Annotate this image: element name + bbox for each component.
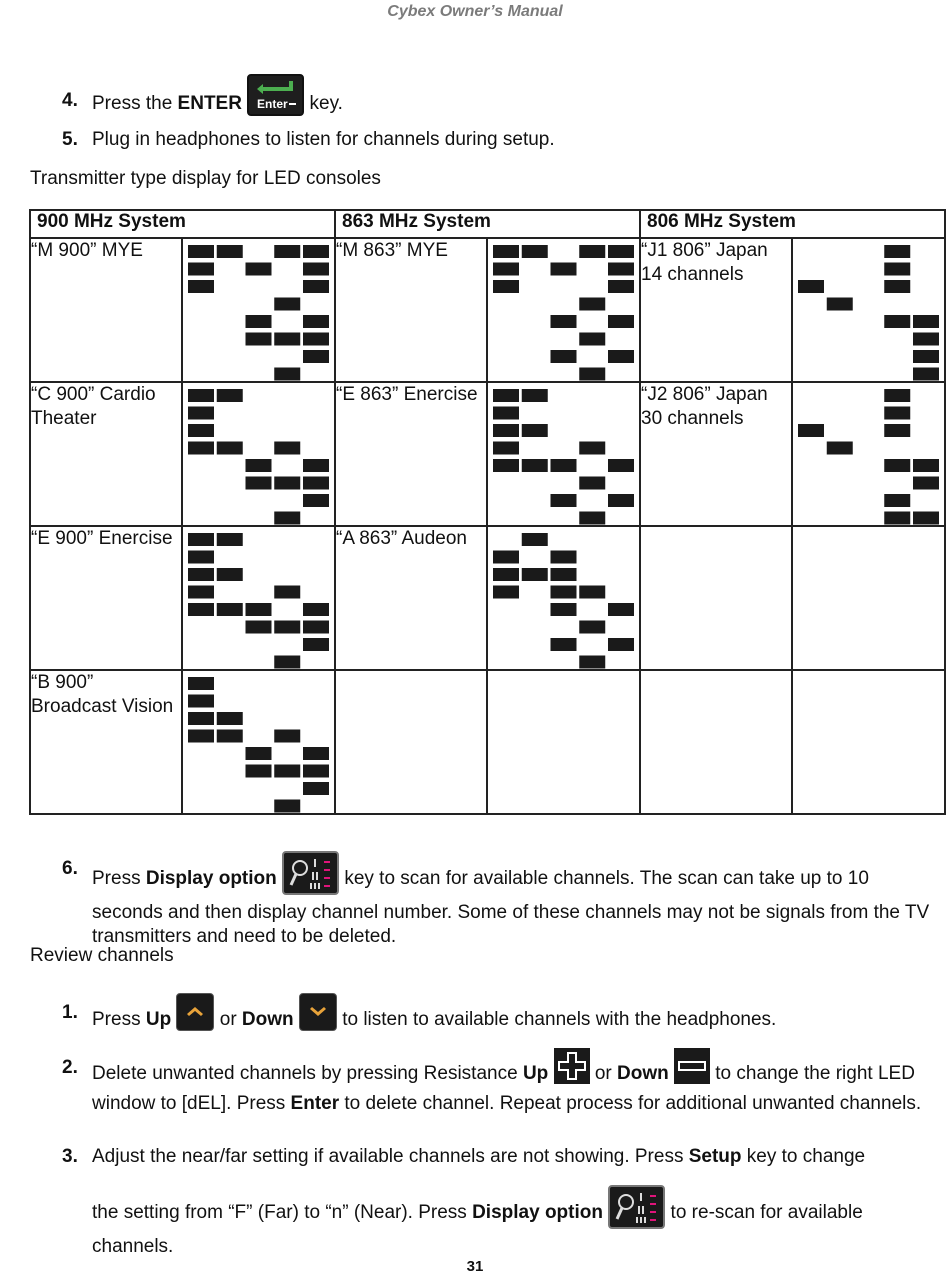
led-segment <box>522 568 548 581</box>
header-900: 900 MHz System <box>30 210 335 238</box>
led-segment <box>551 263 577 276</box>
led-segment <box>274 765 300 778</box>
plus-key-icon <box>554 1048 590 1084</box>
led-segment <box>884 424 910 437</box>
led-segment <box>827 298 853 311</box>
led-segment <box>188 407 214 420</box>
led-segment <box>884 494 910 507</box>
led-pattern-graphic <box>488 383 639 525</box>
led-segment <box>274 245 300 258</box>
led-segment <box>188 730 214 743</box>
transmitter-code: “J2 806” Japan 30 channels <box>640 382 792 526</box>
led-pattern-graphic <box>183 527 334 669</box>
led-segment <box>274 477 300 490</box>
led-segment <box>884 512 910 525</box>
led-segment <box>246 333 272 346</box>
led-section-title: Transmitter type display for LED consoles <box>30 168 381 189</box>
display-option-key-icon <box>282 851 339 895</box>
led-segment <box>522 424 548 437</box>
led-segment <box>246 621 272 634</box>
led-segment <box>493 568 519 581</box>
led-segment <box>274 512 300 525</box>
led-segment <box>246 477 272 490</box>
led-segment <box>608 315 634 328</box>
led-segment <box>303 747 329 760</box>
led-segment <box>884 280 910 293</box>
led-segment <box>493 459 519 472</box>
led-segment <box>551 551 577 564</box>
led-segment <box>551 350 577 363</box>
led-display-pattern <box>792 670 945 814</box>
led-segment <box>522 245 548 258</box>
led-segment <box>188 712 214 725</box>
step-number: 6. <box>62 858 78 879</box>
led-segment <box>579 512 605 525</box>
led-pattern-graphic <box>183 383 334 525</box>
enter-key-icon <box>247 74 304 116</box>
led-segment <box>551 638 577 651</box>
led-segment <box>913 512 939 525</box>
table-row <box>30 382 945 526</box>
led-display-pattern <box>182 238 335 382</box>
led-pattern-graphic <box>793 383 944 525</box>
led-segment <box>579 333 605 346</box>
led-segment <box>608 603 634 616</box>
up-key-icon <box>176 993 214 1031</box>
led-segment <box>608 459 634 472</box>
led-segment <box>493 245 519 258</box>
led-segment <box>608 245 634 258</box>
display-option-key-icon <box>608 1185 665 1229</box>
led-segment <box>188 245 214 258</box>
table-row <box>30 670 945 814</box>
led-segment <box>303 315 329 328</box>
led-segment <box>884 263 910 276</box>
led-segment <box>188 677 214 690</box>
led-segment <box>551 315 577 328</box>
led-segment <box>493 280 519 293</box>
led-segment <box>551 586 577 599</box>
led-segment <box>579 368 605 381</box>
led-segment <box>913 477 939 490</box>
down-key-icon <box>299 993 337 1031</box>
transmitter-code <box>640 526 792 670</box>
led-pattern-graphic <box>793 239 944 381</box>
led-segment <box>188 586 214 599</box>
led-segment <box>884 459 910 472</box>
header-806: 806 MHz System <box>640 210 945 238</box>
transmitter-code <box>640 670 792 814</box>
led-segment <box>579 477 605 490</box>
led-segment <box>551 494 577 507</box>
led-segment <box>579 245 605 258</box>
led-segment <box>303 765 329 778</box>
transmitter-code <box>335 670 487 814</box>
led-segment <box>551 603 577 616</box>
led-segment <box>217 730 243 743</box>
led-segment <box>913 459 939 472</box>
led-segment <box>246 263 272 276</box>
led-segment <box>303 477 329 490</box>
table-row <box>30 526 945 670</box>
led-pattern-graphic <box>183 239 334 381</box>
led-display-pattern <box>182 670 335 814</box>
led-segment <box>246 459 272 472</box>
led-display-pattern <box>487 670 640 814</box>
led-segment <box>493 389 519 402</box>
transmitter-code: “M 863” MYE <box>335 238 487 382</box>
led-display-pattern <box>487 526 640 670</box>
led-segment <box>246 603 272 616</box>
enter-key-label: Enter <box>257 97 288 111</box>
step-text: Plug in headphones to listen for channels during setup. <box>92 129 555 150</box>
led-segment <box>579 442 605 455</box>
led-segment <box>913 368 939 381</box>
led-segment <box>913 333 939 346</box>
led-segment <box>608 350 634 363</box>
led-segment <box>217 603 243 616</box>
header-863: 863 MHz System <box>335 210 640 238</box>
led-display-pattern <box>487 382 640 526</box>
led-segment <box>884 315 910 328</box>
led-segment <box>522 533 548 546</box>
enter-label: ENTER <box>177 93 242 115</box>
led-segment <box>274 586 300 599</box>
transmitter-code: “B 900” Broadcast Vision <box>30 670 182 814</box>
led-segment <box>274 333 300 346</box>
led-segment <box>188 603 214 616</box>
led-segment <box>274 442 300 455</box>
led-segment <box>608 280 634 293</box>
led-segment <box>303 621 329 634</box>
transmitter-code: “C 900” Cardio Theater <box>30 382 182 526</box>
led-segment <box>608 494 634 507</box>
led-segment <box>303 459 329 472</box>
led-segment <box>217 442 243 455</box>
step-number: 5. <box>62 129 78 150</box>
led-segment <box>579 656 605 669</box>
led-segment <box>303 638 329 651</box>
led-display-pattern <box>487 238 640 382</box>
led-segment <box>884 389 910 402</box>
led-segment <box>303 333 329 346</box>
led-segment <box>798 424 824 437</box>
led-segment <box>303 603 329 616</box>
led-segment <box>274 298 300 311</box>
led-segment <box>303 263 329 276</box>
led-segment <box>493 424 519 437</box>
led-segment <box>608 638 634 651</box>
led-segment <box>303 494 329 507</box>
led-segment <box>217 389 243 402</box>
transmitter-code: “M 900” MYE <box>30 238 182 382</box>
led-segment <box>188 389 214 402</box>
led-segment <box>246 315 272 328</box>
transmitter-code: “E 863” Enercise <box>335 382 487 526</box>
led-segment <box>188 695 214 708</box>
led-segment <box>217 245 243 258</box>
led-segment <box>246 765 272 778</box>
page-number: 31 <box>466 1258 484 1275</box>
step-number: 3. <box>62 1146 78 1167</box>
step-number: 1. <box>62 1002 78 1023</box>
led-segment <box>913 350 939 363</box>
review-section-title: Review channels <box>30 945 174 966</box>
transmitter-table <box>29 209 946 815</box>
led-segment <box>274 800 300 813</box>
led-segment <box>303 280 329 293</box>
step-number: 4. <box>62 90 78 111</box>
led-segment <box>551 568 577 581</box>
led-segment <box>188 533 214 546</box>
table-header-row <box>30 210 945 238</box>
led-segment <box>608 263 634 276</box>
led-segment <box>274 368 300 381</box>
led-segment <box>274 730 300 743</box>
led-segment <box>303 350 329 363</box>
led-pattern-graphic <box>488 527 639 669</box>
led-segment <box>274 656 300 669</box>
led-display-pattern <box>792 526 945 670</box>
display-option-label: Display option <box>145 868 277 890</box>
led-segment <box>188 442 214 455</box>
led-segment <box>493 407 519 420</box>
led-segment <box>303 245 329 258</box>
led-display-pattern <box>792 382 945 526</box>
led-segment <box>217 712 243 725</box>
minus-key-icon <box>674 1048 710 1084</box>
transmitter-code: “A 863” Audeon <box>335 526 487 670</box>
led-segment <box>884 407 910 420</box>
led-segment <box>884 245 910 258</box>
led-segment <box>188 568 214 581</box>
led-segment <box>798 280 824 293</box>
led-segment <box>827 442 853 455</box>
led-segment <box>493 263 519 276</box>
led-display-pattern <box>182 382 335 526</box>
led-segment <box>217 533 243 546</box>
led-segment <box>303 782 329 795</box>
led-segment <box>493 586 519 599</box>
led-display-pattern <box>792 238 945 382</box>
led-segment <box>522 389 548 402</box>
table-row <box>30 238 945 382</box>
led-segment <box>522 459 548 472</box>
led-segment <box>579 298 605 311</box>
led-pattern-graphic <box>183 671 334 813</box>
transmitter-code: “J1 806” Japan 14 channels <box>640 238 792 382</box>
led-segment <box>579 621 605 634</box>
transmitter-code: “E 900” Enercise <box>30 526 182 670</box>
led-segment <box>188 424 214 437</box>
led-segment <box>579 586 605 599</box>
led-segment <box>188 263 214 276</box>
led-segment <box>274 621 300 634</box>
led-segment <box>217 568 243 581</box>
led-segment <box>188 280 214 293</box>
led-segment <box>551 459 577 472</box>
led-segment <box>493 442 519 455</box>
led-segment <box>493 551 519 564</box>
led-segment <box>246 747 272 760</box>
led-segment <box>913 315 939 328</box>
page-header: Cybex Owner’s Manual <box>387 3 563 20</box>
step-number: 2. <box>62 1057 78 1078</box>
led-segment <box>188 551 214 564</box>
led-pattern-graphic <box>488 239 639 381</box>
led-display-pattern <box>182 526 335 670</box>
